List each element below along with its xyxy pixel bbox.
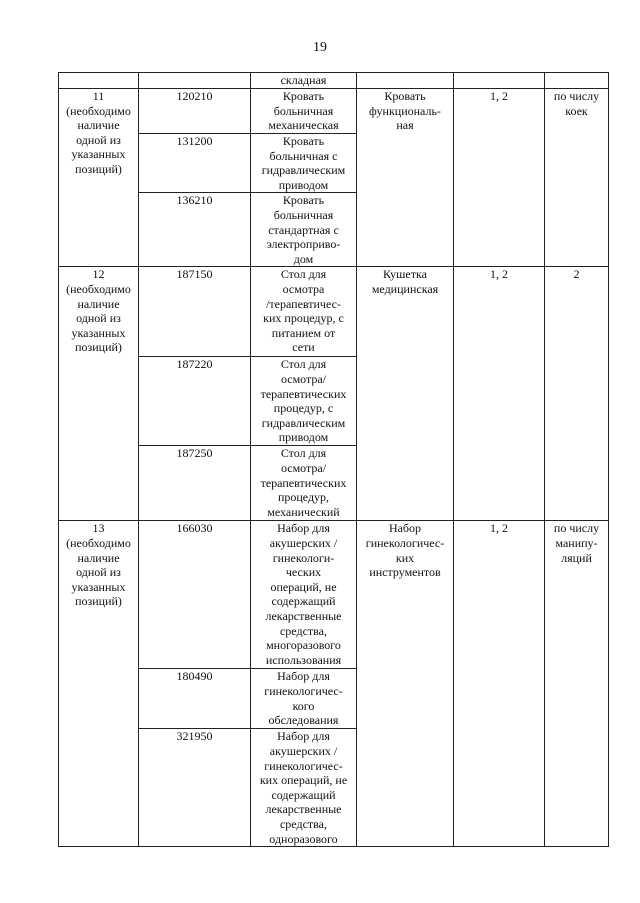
quantity-cell: по числу коек [545,89,609,267]
code-cell: 180490 [139,669,251,729]
requirement-cell [454,73,545,89]
code-cell: 120210 [139,89,251,134]
page-number: 19 [313,40,327,55]
name-cell: складная [251,73,357,89]
type-cell: Кушетка медицинская [357,267,454,521]
code-cell [139,73,251,89]
name-cell: Стол для осмотра /терапевтичес- ких процедур, с питанием от сети [251,267,357,357]
code-cell: 321950 [139,729,251,847]
code-cell: 131200 [139,134,251,193]
code-cell: 136210 [139,193,251,267]
table-row [59,521,609,669]
name-cell: Набор для гинекологичес- кого обследования [251,669,357,729]
position-cell: 11 (необходимо наличие одной из указанных позиций) [59,89,139,267]
name-cell: Набор для акушерских / гинекологичес- ких операций, не содержащий лекарственные средства, одноразового [251,729,357,847]
continued-row [59,73,609,89]
table-row [59,267,609,357]
code-cell: 187220 [139,357,251,446]
quantity-cell: по числу манипу- ляций [545,521,609,847]
name-cell: Набор для акушерских / гинекологи- ческих операций, не содержащий лекарственные средства, многоразового использования [251,521,357,669]
name-cell: Стол для осмотра/ терапевтических процедур, механический [251,446,357,521]
name-cell: Кровать больничная механическая [251,89,357,134]
type-cell [357,73,454,89]
position-cell [59,73,139,89]
name-cell: Стол для осмотра/ терапевтических процедур, с гидравлическим приводом [251,357,357,446]
name-cell: Кровать больничная с гидравлическим приводом [251,134,357,193]
equipment-table [58,72,609,847]
position-cell: 13 (необходимо наличие одной из указанных позиций) [59,521,139,847]
requirement-cell: 1, 2 [454,89,545,267]
code-cell: 187250 [139,446,251,521]
requirement-cell: 1, 2 [454,521,545,847]
type-cell: Кровать функциональ- ная [357,89,454,267]
quantity-cell: 2 [545,267,609,521]
type-cell: Набор гинекологичес- ких инструментов [357,521,454,847]
code-cell: 166030 [139,521,251,669]
quantity-cell [545,73,609,89]
table-row [59,89,609,134]
code-cell: 187150 [139,267,251,357]
position-cell: 12 (необходимо наличие одной из указанных позиций) [59,267,139,521]
requirement-cell: 1, 2 [454,267,545,521]
name-cell: Кровать больничная стандартная с электроприво- дом [251,193,357,267]
